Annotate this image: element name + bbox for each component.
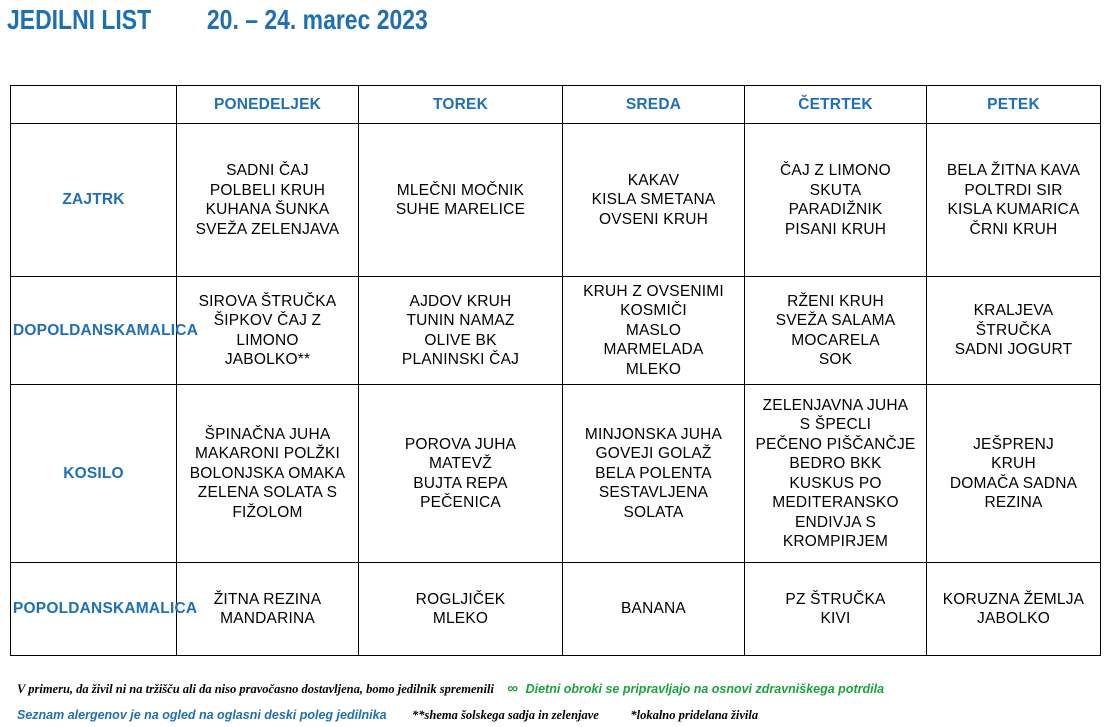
menu-item: SKUTA — [809, 181, 862, 199]
menu-cell-breakfast-monday — [177, 124, 359, 277]
menu-item: ŠPINAČNA JUHA — [204, 425, 331, 443]
menu-item: GOVEJI GOLAŽ — [595, 445, 712, 463]
menu-cell-morning-snack-monday — [177, 277, 359, 385]
menu-item: PARADIŽNIK — [788, 201, 883, 218]
menu-item: PISANI KRUH — [784, 220, 887, 238]
meal-label-line: MALICA — [135, 600, 198, 618]
day-header-thursday: ČETRTEK — [745, 86, 927, 124]
menu-cell-morning-snack-thursday — [745, 277, 927, 385]
menu-item: KAKAV — [627, 171, 680, 189]
menu-item: TUNIN NAMAZ — [406, 312, 515, 329]
menu-item: ZELENA SOLATA S — [197, 484, 338, 502]
menu-item: KIVI — [820, 610, 851, 627]
menu-item: MLEKO — [625, 360, 682, 378]
meal-label-breakfast — [11, 124, 177, 277]
menu-item: DOMAČA SADNA — [949, 474, 1078, 492]
menu-item: ENDIVJA S — [794, 513, 877, 531]
menu-cell-lunch-friday — [927, 385, 1101, 563]
menu-change-notice: V primeru, da živil ni na tržišču ali da niso pravočasno dostavljena, bomo jedilnik spremenili — [17, 682, 494, 696]
school-scheme-note: **shema šolskega sadja in zelenjave — [412, 708, 599, 722]
menu-cell-lunch-wednesday — [563, 385, 745, 563]
menu-item: SADNI ČAJ — [226, 162, 309, 179]
menu-item: RŽENI KRUH — [787, 292, 884, 310]
menu-item: BELA POLENTA — [595, 464, 712, 482]
menu-item: PLANINSKI ČAJ — [401, 351, 520, 368]
meal-row-afternoon-snack — [11, 563, 1101, 656]
menu-item: S ŠPECLI — [799, 416, 872, 433]
meal-label-line: DOPOLDANSKA — [13, 321, 137, 339]
menu-item: ČAJ Z LIMONO — [780, 162, 891, 179]
corner-cell — [11, 86, 177, 124]
menu-item: ŠIPKOV ČAJ Z — [213, 312, 322, 329]
menu-item: PZ ŠTRUČKA — [785, 590, 886, 608]
menu-item: JABOLKO** — [224, 351, 311, 368]
allergens-note: Seznam alergenov je na ogled na oglasni deski poleg jedilnika — [17, 708, 387, 722]
footer-line-2 — [17, 708, 758, 723]
menu-cell-morning-snack-wednesday — [563, 277, 745, 385]
menu-cell-afternoon-snack-tuesday — [359, 563, 563, 656]
menu-cell-afternoon-snack-monday — [177, 563, 359, 656]
menu-cell-morning-snack-friday — [927, 277, 1101, 385]
meal-row-morning-snack — [11, 277, 1101, 385]
footer-line-1 — [17, 680, 884, 697]
menu-item: SOK — [818, 351, 853, 368]
menu-item: MLEČNI MOČNIK — [396, 181, 525, 199]
menu-item: POROVA JUHA — [404, 435, 517, 453]
menu-item: SUHE MARELICE — [395, 201, 526, 218]
menu-item: ŽITNA REZINA — [213, 590, 322, 608]
menu-item: JEŠPRENJ — [973, 435, 1054, 453]
menu-item: SVEŽA SALAMA — [775, 312, 896, 329]
menu-item: KISLA KUMARICA — [947, 201, 1080, 218]
menu-item: SIROVA ŠTRUČKA — [198, 292, 337, 310]
menu-item: MLEKO — [432, 610, 489, 627]
menu-item: BELA ŽITNA KAVA — [946, 162, 1081, 179]
menu-item: POLTRDI SIR — [964, 181, 1063, 199]
menu-item: MEDITERANSKO — [772, 494, 899, 511]
local-food-note: *lokalno pridelana živila — [630, 708, 759, 722]
menu-item: MANDARINA — [220, 610, 315, 627]
menu-cell-breakfast-tuesday — [359, 124, 563, 277]
meal-label-line: MALICA — [136, 321, 199, 339]
menu-item: KRUH Z OVSENIMI — [583, 282, 724, 300]
menu-cell-lunch-thursday — [745, 385, 927, 563]
menu-item: MINJONSKA JUHA — [584, 425, 723, 443]
menu-item: MAKARONI POLŽKI — [194, 445, 341, 463]
menu-item: FIŽOLOM — [232, 503, 303, 521]
menu-item: SVEŽA ZELENJAVA — [195, 220, 340, 238]
menu-item: BUJTA REPA — [413, 474, 508, 492]
menu-item: MATEVŽ — [429, 455, 492, 472]
menu-cell-morning-snack-tuesday — [359, 277, 563, 385]
menu-item: SADNI JOGURT — [954, 341, 1073, 359]
menu-item: SESTAVLJENA — [598, 484, 709, 502]
menu-item: ČRNI KRUH — [969, 220, 1058, 238]
menu-item: KISLA SMETANA — [591, 191, 716, 209]
day-header-tuesday: TOREK — [359, 86, 563, 124]
day-header-monday: PONEDELJEK — [177, 86, 359, 124]
meal-label-morning-snack — [11, 277, 199, 385]
menu-cell-lunch-tuesday — [359, 385, 563, 563]
menu-cell-breakfast-wednesday — [563, 124, 745, 277]
menu-cell-afternoon-snack-thursday — [745, 563, 927, 656]
menu-cell-afternoon-snack-wednesday — [563, 563, 745, 656]
meal-row-breakfast — [11, 124, 1101, 277]
day-header-wednesday: SREDA — [563, 86, 745, 124]
day-header-friday: PETEK — [927, 86, 1101, 124]
meal-row-lunch — [11, 385, 1101, 563]
page-title: JEDILNI LIST — [7, 4, 152, 35]
meal-label-line: KOSILO — [63, 464, 124, 482]
menu-item: KRUH — [991, 455, 1036, 472]
menu-cell-afternoon-snack-friday — [927, 563, 1101, 656]
meal-label-afternoon-snack — [11, 563, 198, 656]
menu-item: BEDRO BKK — [789, 455, 882, 472]
menu-item: ROGLJIČEK — [415, 590, 506, 608]
menu-item: LIMONO — [236, 331, 299, 349]
menu-item: KRALJEVA — [973, 302, 1054, 320]
menu-item: KORUZNA ŽEMLJA — [942, 590, 1085, 608]
date-range: 20. – 24. marec 2023 — [206, 4, 428, 35]
menu-item: OLIVE BK — [424, 331, 497, 349]
menu-item: PEČENO PIŠČANČJE — [755, 435, 916, 453]
menu-item: MASLO — [625, 321, 682, 339]
day-header-row — [11, 86, 1101, 124]
menu-item: ŠTRUČKA — [975, 321, 1052, 339]
menu-item: PEČENICA — [420, 494, 501, 511]
menu-item: BANANA — [621, 600, 686, 618]
menu-item: AJDOV KRUH — [409, 292, 512, 310]
menu-cell-breakfast-friday — [927, 124, 1101, 277]
menu-cell-breakfast-thursday — [745, 124, 927, 277]
menu-item: KOSMIČI — [620, 302, 687, 320]
menu-cell-lunch-monday — [177, 385, 359, 563]
meal-label-lunch — [11, 385, 177, 563]
infinity-icon: ∞ — [507, 680, 519, 697]
menu-item: KUSKUS PO — [789, 474, 882, 492]
menu-header — [7, 4, 428, 38]
meal-label-line: ZAJTRK — [62, 191, 125, 209]
menu-item: OVSENI KRUH — [599, 210, 708, 228]
menu-item: JABOLKO — [977, 610, 1050, 627]
menu-item: SOLATA — [623, 503, 684, 521]
menu-item: KROMPIRJEM — [782, 533, 889, 550]
weekly-menu-table — [10, 85, 1101, 656]
menu-item: ZELENJAVNA JUHA — [762, 396, 909, 414]
menu-item: POLBELI KRUH — [209, 181, 326, 199]
menu-item: KUHANA ŠUNKA — [205, 201, 330, 218]
diet-note: Dietni obroki se pripravljajo na osnovi zdravniškega potrdila — [525, 682, 885, 696]
meal-label-line: POPOLDANSKA — [13, 600, 136, 618]
menu-item: MARMELADA — [603, 341, 704, 359]
menu-item: REZINA — [984, 494, 1043, 511]
menu-item: BOLONJSKA OMAKA — [189, 464, 346, 482]
menu-item: MOCARELA — [791, 331, 880, 349]
